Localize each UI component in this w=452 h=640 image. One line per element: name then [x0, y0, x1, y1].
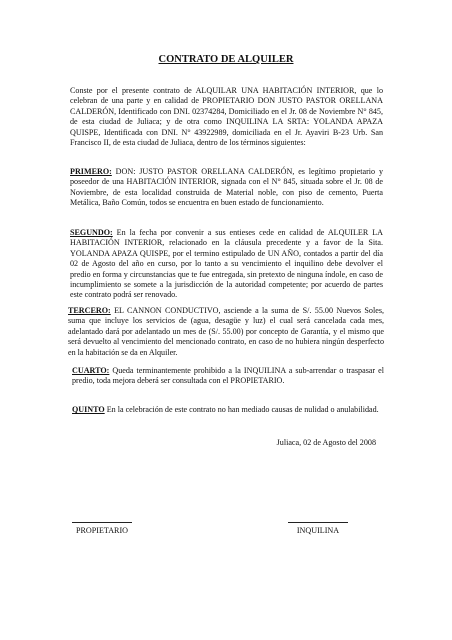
signature-label: INQUILINA — [296, 526, 340, 535]
clause-heading: QUINTO — [72, 405, 105, 414]
signature-line — [288, 522, 348, 523]
signature-block-inquilina — [284, 522, 352, 535]
clause-heading: PRIMERO: — [70, 167, 112, 176]
intro-paragraph: Conste por el presente contrato de ALQUILAR UNA HABITACIÓN INTERIOR, que lo celebran de una parte y en calidad de PROPIETARIO DON JUSTO PASTOR ORELLANA CALDERÓN, Identificado con DNI. 02374284, Domiciliado en el Jr. 08 de Noviembre N° 845, de esta ciudad de Juliaca; y de otra como INQUILINA LA SRTA: YOLANDA APAZA QUISPE, Identificada con DNI. N° 43922989, domiciliada en el Jr. Ayaviri B-23 Urb. San Francisco II, de esta ciudad de Juliaca, dentro de los términos siguientes: — [70, 86, 383, 148]
signature-line — [72, 522, 132, 523]
clause-primero — [70, 167, 383, 209]
clause-text: EL CANNON CONDUCTIVO, asciende a la suma de S/. 55.00 Nuevos Soles, suma que incluye los servicios de (agua, desagüe y luz) el cual será cancelada cada mes, adelantado dará por adelantado un mes de (S/. 55.00) por concepto de Garantía, y el mismo que será devuelto al vencimiento del mencionado contrato, en caso de no hubiera ningún desperfecto en la habitación se da en Alquiler. — [68, 306, 384, 357]
clause-cuarto — [72, 366, 384, 387]
clause-text: En la celebración de este contrato no han mediado causas de nulidad o anulabilidad. — [104, 405, 379, 414]
place-date-line: Juliaca, 02 de Agosto del 2008 — [276, 438, 376, 447]
clause-heading: SEGUNDO: — [70, 228, 113, 237]
clause-heading: TERCERO: — [68, 306, 111, 315]
clause-text: En la fecha por convenir a sus entieses cede en calidad de ALQUILER LA HABITACIÓN INTERIOR, relacionado en la cláusula precedente y a favor de la Sita. YOLANDA APAZA QUISPE, por el termino estipulado de UN AÑO, contados a partir del día 02 de Agosto del año en curso, por lo tanto a su vencimiento el inquilino debe devolver el predio en forma y circunstancias que te fue entregada, sin pretexto de ninguna índole, en caso de incumplimiento se somete a la jurisdicción de la autoridad competente; por acuerdo de partes este contrato podrá ser renovado. — [70, 228, 383, 300]
clause-quinto — [72, 405, 384, 415]
document-title: CONTRATO DE ALQUILER — [158, 54, 294, 65]
clause-text: DON: JUSTO PASTOR ORELLANA CALDERÓN, es legítimo propietario y poseedor de una HABITACIÓN INTERIOR, signada con el N° 845, situada sobre el Jr. 08 de Noviembre, de esta localidad construida de Material noble, con piso de cemento, Puerta Metálica, Baño Común, todos se encuentra en buen estado de funcionamiento. — [70, 167, 383, 208]
clause-heading: CUARTO: — [72, 366, 110, 375]
clause-text: Queda terminantemente prohibido a la INQUILINA a sub-arrendar o traspasar el predio, toda mejora deberá ser consultada con el PROPIETARIO. — [72, 366, 384, 386]
clause-tercero — [68, 306, 384, 358]
clause-segundo — [70, 228, 383, 301]
signature-label: PROPIETARIO — [76, 526, 128, 535]
signature-block-propietario — [68, 522, 136, 535]
